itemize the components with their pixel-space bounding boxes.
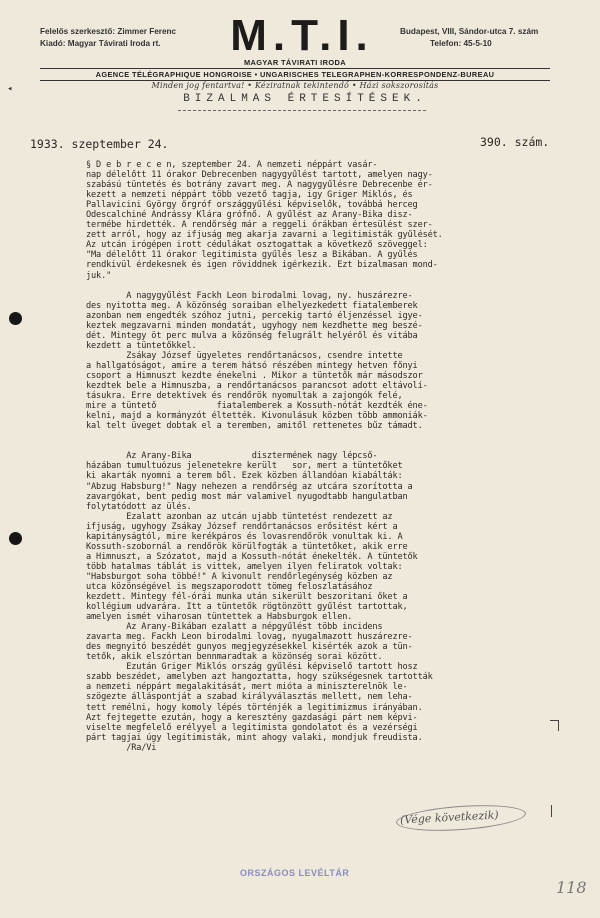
body-line: "Habsburgot soha többé!" A kivonult rendőrlegénység közben az: [86, 571, 393, 582]
header-rule: [40, 68, 550, 69]
document-date: 1933. szeptember 24.: [30, 137, 169, 151]
body-line: kezett a nemzeti néppárt több vezető tagja, igy Griger Miklós, és: [86, 190, 413, 201]
report-body: [86, 160, 546, 753]
body-line: ifjuság, ugyhogy Zsákay József rendőrtanácsos erősitést kért a: [86, 521, 398, 532]
body-line: kezdett. Mintegy fél-órái munka után sikerült beszoritani őket a: [86, 592, 408, 603]
body-line: Azt fejtegette ezután, hogy a keresztény gazdasági párt nem képvi-: [86, 712, 418, 723]
body-line: amelyen ismét viharosan tüntettek a Habsburgok ellen.: [86, 612, 353, 623]
body-line: Az Arany-Bika disztermének nagy lépcső-: [86, 451, 378, 462]
body-line: tett remélni, hogy komoly lépés történjék a legitimizmus irányában.: [86, 702, 423, 713]
logo-text: M.T.I.: [230, 16, 374, 56]
mti-logo: [198, 16, 406, 56]
margin-bracket: [550, 720, 559, 731]
document-title: BIZALMAS ÉRTESÍTÉSEK.: [183, 93, 427, 105]
body-line: Az utcán irógépen irott cédulákat osztogattak a következő szöveggel:: [86, 240, 428, 251]
body-line: kapitányságtól, mire kerékpáros és lovasrendőrök vonultak ki. A: [86, 531, 403, 542]
body-line: "Ma délelőtt 11 órakor legitimista gyűlés lesz a Bikában. A gyűlés: [86, 250, 418, 261]
body-line: /Ra/Vi: [86, 742, 157, 753]
body-line: kezdett a tüntetőkkel.: [86, 340, 197, 351]
margin-bracket: [549, 805, 552, 817]
publisher-line: Kiadó: Magyar Távirati Iroda rt.: [40, 39, 161, 48]
body-line: rendkivül érdekesnek és igen röviddnek igérkezik. Ezt bizalmasan mond-: [86, 260, 438, 271]
body-line: zett arról, hogy az ifjuság meg akarja zavarni a legitimisták gyűlését.: [86, 230, 443, 241]
body-line: [86, 441, 546, 451]
body-line: párt tagjai úgy legitimisták, mint ahogy valaki, mondjuk freudista.: [86, 732, 423, 743]
title-underline: [178, 110, 426, 111]
body-line: a Himnuszt, a Szózatot, majd a Kossuth-nótát énekelték. A tüntetők: [86, 551, 418, 562]
masthead-right: [400, 26, 538, 50]
body-line: [86, 431, 546, 441]
rights-notice: Minden jog fentartva! • Kéziratnak tekintendő • Házi sokszorosítás: [151, 81, 439, 90]
body-line: tetők, akik elszórtan bennmaradtak a közönség sorai között.: [86, 652, 383, 663]
body-line: csoport a Himnuszt kezdte énekelni . Mikor a tüntetők már másodszor: [86, 370, 423, 381]
body-line: tásukra. Erre detektivek és rendőrök nyomultak a zajongók felé,: [86, 391, 403, 402]
body-line: Zsákay József ügyeletes rendőrtanácsos, csendre intette: [86, 350, 403, 361]
body-line: "Abzug Habsburg!" Nagy nehezen a rendőrség az utcára szorította a: [86, 481, 413, 492]
body-line: utca közönségével is megszaporodott tömeg feloszlatásához: [86, 581, 373, 592]
body-line: folytatódott az ülés.: [86, 501, 192, 512]
phone-line: Telefon: 45-5-10: [430, 39, 492, 48]
body-line: Ezalatt azonban az utcán ujabb tüntetést rendezett az: [86, 511, 393, 522]
body-line: kelni, majd a kormányzót éltették. Kivonulásuk közben több ammoniák-: [86, 411, 428, 422]
body-line: [86, 281, 546, 291]
body-line: dét. Mintegy öt perc mulva a közönség felugrált helyéről és vitába: [86, 330, 418, 341]
body-line: azonban nem engedték szóhoz jutni, percekig tartó éljenzéssel igye-: [86, 310, 423, 321]
body-line: mire a tüntető fiatalemberek a Kossuth-nótát kezdték éne-: [86, 401, 428, 412]
body-line: több hatalmas táblát is vittek, amelyen ilyen feliratok voltak:: [86, 561, 403, 572]
body-line: A nagygyűlést Fackh Leon birodalmi lovag, ny. huszárezre-: [86, 290, 413, 301]
body-line: Pallavicini György őrgróf országgyűlési képviselők, továbbá herceg: [86, 200, 418, 211]
body-line: kollégium udvarára. Itt a tüntetők rögtönzött gyűlést tartottak,: [86, 602, 408, 613]
body-line: kal telt üveget dobtak el a teremben, amitől rettenetes bűz támadt.: [86, 421, 423, 432]
body-line: házában tumultuózus jelenetekre került sor, mert a tüntetőket: [86, 461, 403, 472]
body-line: § D e b r e c e n, szeptember 24. A nemzeti néppárt vasár-: [86, 160, 378, 170]
body-line: des megnyitó beszédét gunyos megjegyzésekkel kisérték azok a tün-: [86, 642, 413, 653]
handwritten-note: (Vége következik): [399, 808, 499, 827]
body-line: termébe hirdették. A rendőrség már a reggeli órákban értesülést szer-: [86, 220, 433, 231]
body-line: a hallgatóságot, amire a terem hátsó részében mintegy hetven főnyi: [86, 360, 418, 371]
body-line: juk.": [86, 270, 112, 281]
body-line: Odescalchiné Andrássy Klára grófnő. A gyűlést az Arany-Bika disz-: [86, 210, 413, 221]
body-line: Ezután Griger Miklós ország gyűlési képviselő tartott hosz: [86, 662, 418, 673]
body-line: Az Arany-Bikában ezalatt a népgyűlést több incidens: [86, 622, 383, 633]
body-line: szabb beszédet, amelyben azt hangoztatta, hogy szükségesnek tartották: [86, 672, 433, 683]
document-number: 390. szám.: [480, 135, 550, 149]
body-line: zavarta meg. Fackh Leon birodalmi lovag, nyugalmazott huszárezre-: [86, 632, 413, 643]
archive-stamp: ORSZÁGOS LEVÉLTÁR: [240, 868, 350, 878]
agency-band-hu: MAGYAR TÁVIRATI IRODA: [243, 58, 346, 67]
body-line: keztek megzavarni minden mondatát, ugyhogy nem kezdhette meg beszé-: [86, 320, 423, 331]
body-line: nap délelőtt 11 órakor Debrecenben nagygyűlést tartott, amelyen nagy-: [86, 170, 433, 181]
punch-hole: [9, 532, 22, 545]
address-line: Budapest, VIII, Sándor-utca 7. szám: [400, 27, 539, 36]
editor-line: Felelős szerkesztő: Zimmer Ferenc: [40, 27, 177, 36]
body-line: szabású tüntetés és botrány zavart meg. A nagygyűlésre Debrecenbe ér-: [86, 180, 433, 191]
margin-mark: ◂: [7, 84, 13, 94]
body-line: kezdtek bele a Himnuszba, a rendőrtanácsos parancsot adott eltávolí-: [86, 381, 428, 392]
masthead-left: [40, 26, 176, 50]
body-line: a nemzeti néppárt megalakitását, mert mióta a miniszterelnök le-: [86, 682, 408, 693]
body-line: des nyitotta meg. A közönség soraiban elhelyezkedett fiatalemberek: [86, 300, 418, 311]
page-number: 118: [556, 878, 587, 897]
punch-hole: [9, 312, 22, 325]
body-line: Kossuth-szobornál a rendőrök körülfogták a tüntetőket, akik erre: [86, 541, 408, 552]
body-line: viselte megfelelő erélyyel a legitimista gondolatot és a vezérségi: [86, 722, 418, 733]
body-line: ki akarták nyomni a terem ből. Ezek közben állandóan kiabálták:: [86, 471, 403, 482]
body-line: zavargókat, bent pedig most már valamivel nyugodtabb hangulatban: [86, 491, 408, 502]
body-line: szögezte álláspontját a szabad királyválasztás mellett, nem leha-: [86, 692, 413, 703]
agency-band-multilingual: AGENCE TÉLÉGRAPHIQUE HONGROISE • UNGARISCHES TELEGRAPHEN-KORRESPONDENZ-BUREAU: [95, 70, 495, 79]
